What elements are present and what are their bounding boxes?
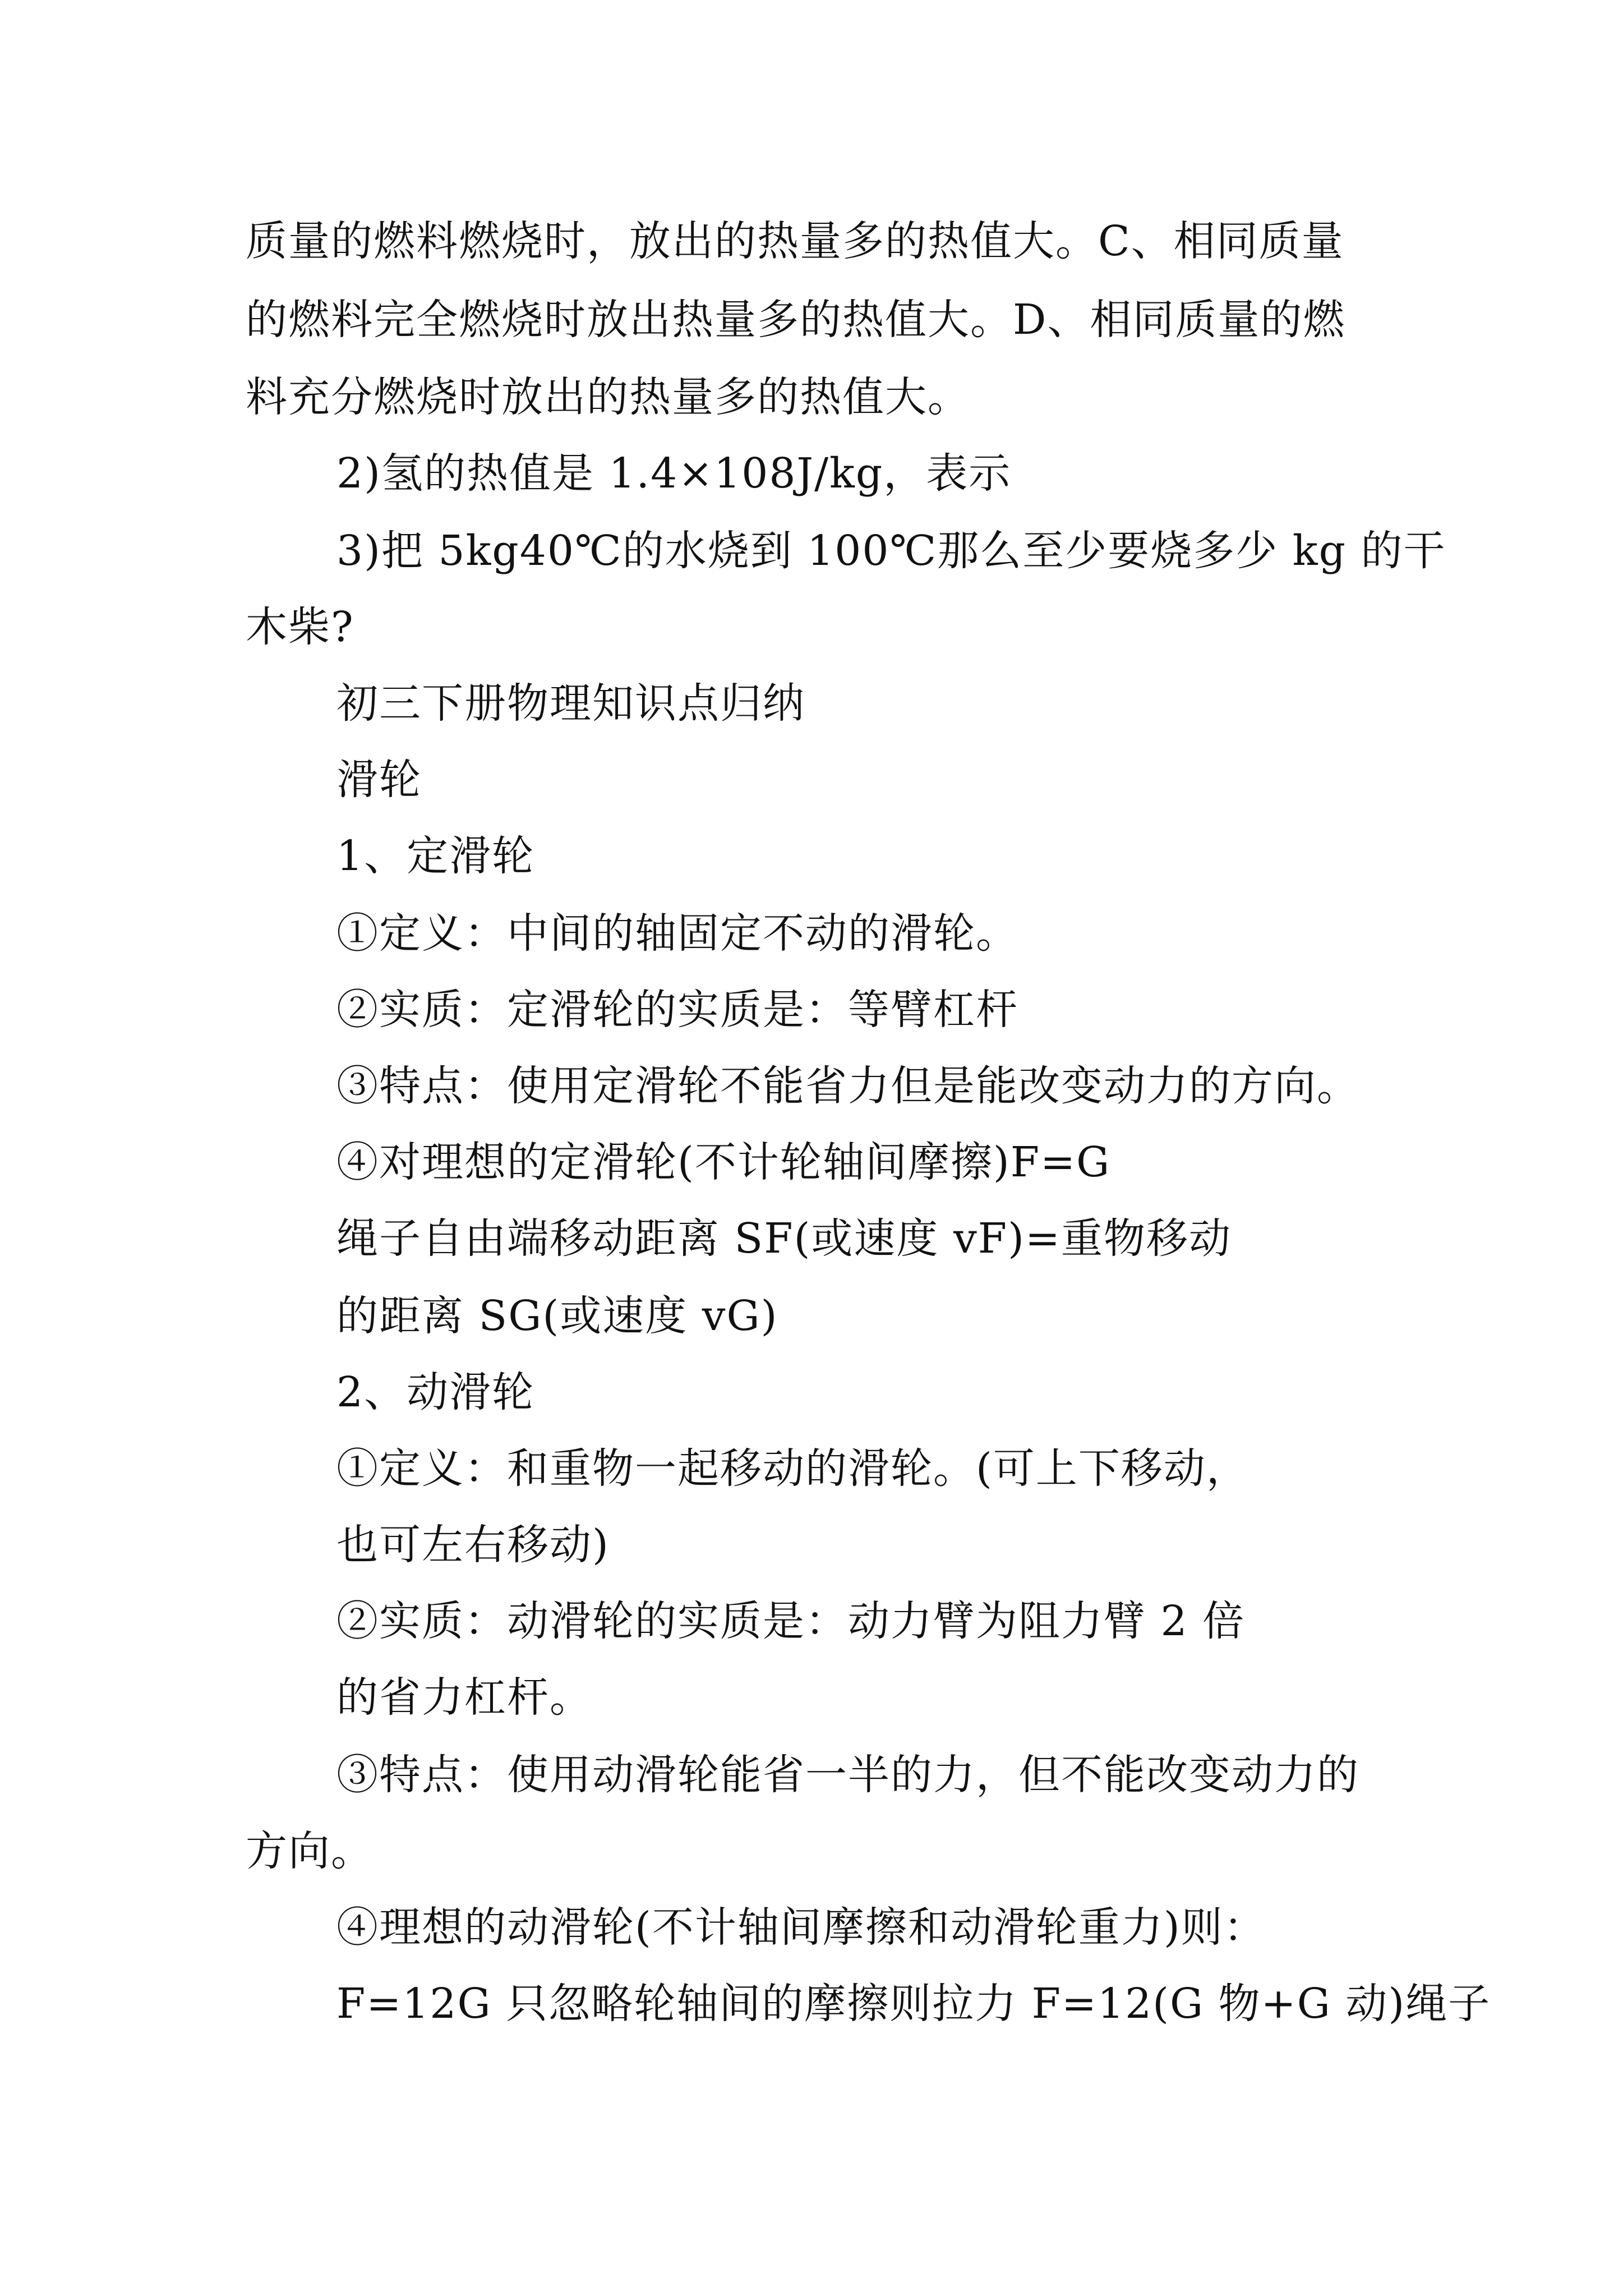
text-line-3: 料充分燃烧时放出的热量多的热值大。 — [246, 373, 970, 421]
text-line-14: 绳子自由端移动距离 SF(或速度 vF)=重物移动 — [336, 1214, 1232, 1263]
text-line-13: ④对理想的定滑轮(不计轮轴间摩擦)F=G — [336, 1138, 1111, 1186]
subheading-movable-pulley: 2、动滑轮 — [336, 1368, 535, 1416]
topic-heading: 滑轮 — [336, 756, 422, 804]
text-line-24: F=12G 只忽略轮轴间的摩擦则拉力 F=12(G 物+G 动)绳子 — [336, 1980, 1491, 2028]
text-line-20: 的省力杠杆。 — [336, 1673, 592, 1722]
text-line-17: ①定义：和重物一起移动的滑轮。(可上下移动， — [336, 1444, 1249, 1493]
text-line-2: 的燃料完全燃烧时放出热量多的热值大。D、相同质量的燃 — [246, 296, 1346, 344]
section-title: 初三下册物理知识点归纳 — [336, 679, 805, 728]
text-line-22: 方向。 — [246, 1827, 374, 1875]
text-line-12: ③特点：使用定滑轮不能省力但是能改变动力的方向。 — [336, 1062, 1359, 1110]
text-line-21: ③特点：使用动滑轮能省一半的力，但不能改变动力的 — [336, 1751, 1359, 1799]
text-line-15: 的距离 SG(或速度 vG) — [336, 1292, 778, 1340]
text-line-18: 也可左右移动) — [336, 1521, 610, 1569]
text-line-11: ②实质：定滑轮的实质是：等臂杠杆 — [336, 986, 1018, 1034]
text-line-10: ①定义：中间的轴固定不动的滑轮。 — [336, 909, 1018, 958]
text-line-1: 质量的燃料燃烧时，放出的热量多的热值大。C、相同质量 — [246, 217, 1344, 265]
text-line-19: ②实质：动滑轮的实质是：动力臂为阻力臂 2 倍 — [336, 1597, 1246, 1645]
text-line-5: 3)把 5kg40℃的水烧到 100℃那么至少要烧多少 kg 的干 — [336, 527, 1446, 575]
text-line-4: 2)氢的热值是 1.4×108J/kg，表示 — [336, 449, 1012, 498]
subheading-fixed-pulley: 1、定滑轮 — [336, 832, 535, 880]
text-line-6: 木柴? — [246, 603, 354, 651]
text-line-23: ④理想的动滑轮(不计轴间摩擦和动滑轮重力)则： — [336, 1903, 1266, 1952]
